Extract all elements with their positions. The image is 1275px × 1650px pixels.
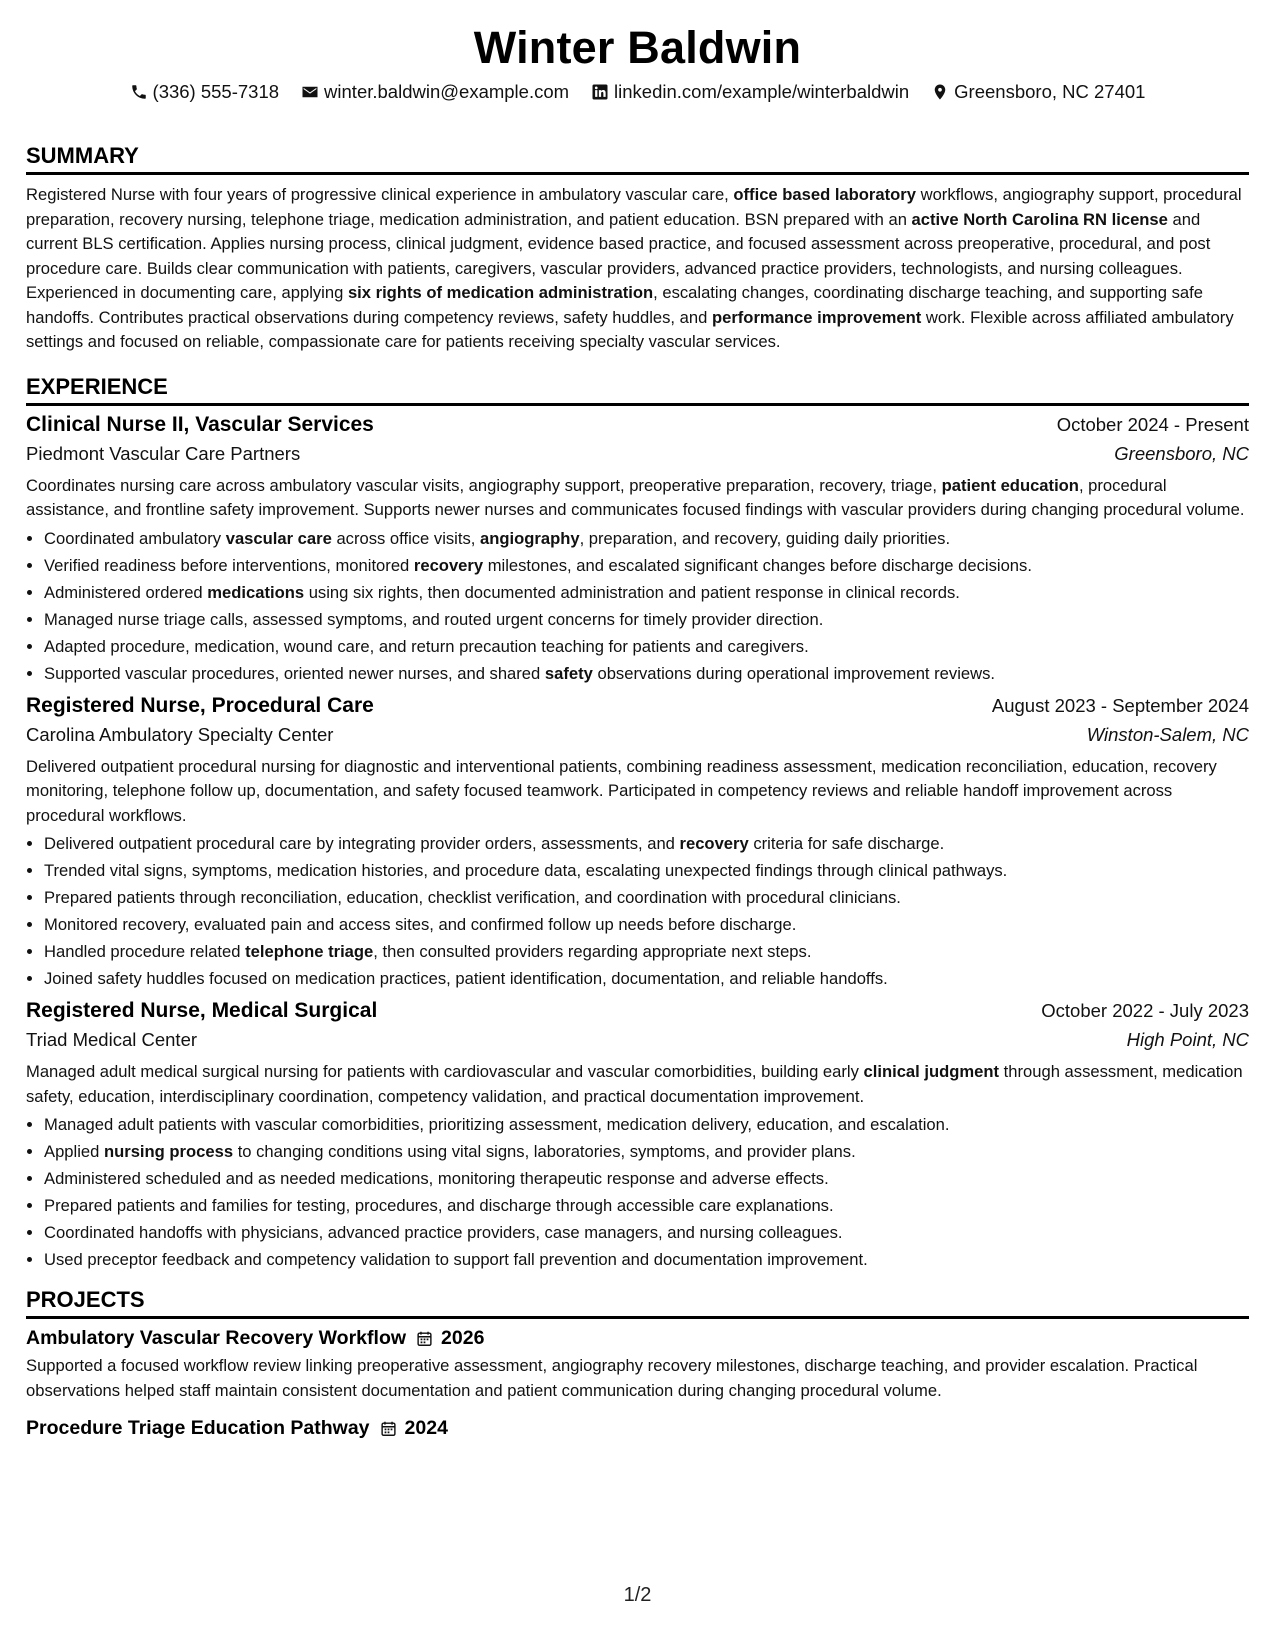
bullet-item	[44, 965, 1249, 992]
text-run: Coordinates nursing care across ambulatory vascular visits, angiography support, preoperative preparation, recovery, triage,	[26, 475, 942, 495]
bold-text: active North Carolina RN license	[911, 209, 1168, 229]
text-run: , procedural assistance, and frontline safety improvement. Supports newer nurses and communicates focused findings with vascular providers during changing procedural volume.	[26, 475, 1245, 519]
text-run: milestones, and escalated significant changes before discharge decisions.	[483, 555, 1032, 575]
bullet-item	[44, 857, 1249, 884]
experience-entry	[26, 413, 1249, 687]
experience-entry	[26, 999, 1249, 1273]
project-title: Ambulatory Vascular Recovery Workflow	[26, 1327, 407, 1349]
text-run: Administered scheduled and as needed medications, monitoring therapeutic response and adverse effects.	[44, 1169, 829, 1188]
job-description	[26, 1060, 1249, 1109]
bold-text: nursing process	[103, 1142, 234, 1161]
text-run: Delivered outpatient procedural nursing for diagnostic and interventional patients, combining readiness assessment, medication reconciliation, education, recovery monitoring, telephone follow up, documentation, and safety focused teamwork. Participated in competency reviews and reliable handoff improvement across procedural workflows.	[26, 756, 1217, 825]
text-run: Registered Nurse with four years of progressive clinical experience in ambulatory vascular care,	[26, 185, 734, 204]
bold-text: clinical judgment	[863, 1062, 1000, 1081]
text-run: , then consulted providers regarding appropriate next steps.	[373, 942, 812, 961]
bullet-item	[44, 579, 1249, 606]
company-name: Carolina Ambulatory Specialty Center	[26, 723, 334, 745]
job-bullets	[26, 830, 1249, 992]
map-pin-icon	[931, 83, 949, 101]
bold-text: patient education	[941, 475, 1079, 495]
bullet-item	[44, 1165, 1249, 1192]
experience-entry	[26, 694, 1249, 993]
job-description	[26, 474, 1249, 523]
bullet-item	[44, 884, 1249, 911]
text-run: Prepared patients and families for testing, procedures, and discharge through accessible care explanations.	[44, 1196, 834, 1215]
job-title: Clinical Nurse II, Vascular Services	[26, 412, 374, 436]
job-location: Winston-Salem, NC	[1086, 723, 1249, 745]
contact-phone[interactable]	[130, 81, 280, 103]
contact-linkedin[interactable]	[591, 81, 909, 103]
bullet-item	[44, 606, 1249, 633]
bullet-item	[44, 525, 1249, 552]
text-run: and current BLS certification. Applies nursing process, clinical judgment, evidence based practice, and focused assessment across preoperative, procedural, and post procedure care. Builds clear communication with patients, caregivers, vascular providers, advanced practice providers, technologists, and nursing colleagues. Experienced in documenting care, applying	[26, 209, 1211, 302]
text-run: to changing conditions using vital signs, laboratories, symptoms, and provider plans.	[233, 1142, 856, 1161]
job-title: Registered Nurse, Medical Surgical	[26, 999, 378, 1022]
text-run: Coordinated handoffs with physicians, advanced practice providers, case managers, and nursing colleagues.	[44, 1223, 843, 1242]
summary-heading: SUMMARY	[26, 143, 1249, 175]
bold-text: medications	[207, 582, 305, 602]
bullet-item	[44, 1138, 1249, 1165]
bold-text: six rights of medication administration	[347, 283, 654, 302]
bold-text: telephone triage	[245, 942, 374, 961]
text-run: , preparation, and recovery, guiding daily priorities.	[579, 528, 951, 548]
phone-text: (336) 555-7318	[152, 81, 280, 102]
calendar-icon	[416, 1330, 433, 1347]
job-location: High Point, NC	[1126, 1029, 1249, 1050]
bold-text: performance improvement	[711, 307, 922, 327]
text-run: Supported vascular procedures, oriented newer nurses, and shared	[44, 663, 545, 683]
bullet-item	[44, 1192, 1249, 1219]
text-run: Managed adult patients with vascular comorbidities, prioritizing assessment, medication delivery, education, and escalation.	[44, 1115, 950, 1134]
project-entry	[26, 1417, 1249, 1440]
project-year: 2024	[404, 1417, 448, 1439]
text-run: Managed adult medical surgical nursing for patients with cardiovascular and vascular comorbidities, building early	[26, 1062, 864, 1081]
job-bullets	[26, 1111, 1249, 1273]
text-run: workflows, angiography support, procedural preparation, recovery nursing, telephone triage, medication administration, and patient education. BSN prepared with an	[26, 185, 1242, 229]
envelope-icon	[301, 83, 319, 101]
text-run: work. Flexible across affiliated ambulatory settings and focused on reliable, compassionate care for patients receiving specialty vascular services.	[26, 307, 1234, 351]
project-description: Supported a focused workflow review linking preoperative assessment, angiography recovery milestones, discharge teaching, and provider escalation. Practical observations helped staff maintain consistent documentation and patient communication during changing procedural volume.	[26, 1356, 1198, 1400]
bullet-item	[44, 1246, 1249, 1273]
text-run: Administered ordered	[44, 582, 208, 602]
contact-email[interactable]	[301, 81, 569, 103]
company-name: Piedmont Vascular Care Partners	[26, 442, 301, 464]
text-run: Verified readiness before interventions, monitored	[44, 555, 414, 575]
job-dates: August 2023 - September 2024	[991, 694, 1249, 716]
bullet-item	[44, 633, 1249, 660]
location-text: Greensboro, NC 27401	[954, 81, 1146, 102]
bullet-item	[44, 911, 1249, 938]
phone-icon	[130, 83, 148, 101]
job-bullets	[26, 525, 1249, 687]
text-run: observations during operational improvement reviews.	[592, 663, 995, 683]
job-location: Greensboro, NC	[1114, 442, 1249, 464]
linkedin-text: linkedin.com/example/winterbaldwin	[614, 81, 910, 102]
bold-text: safety	[544, 663, 593, 683]
resume-page	[26, 0, 1249, 1440]
text-run: Used preceptor feedback and competency validation to support fall prevention and documentation improvement.	[44, 1250, 868, 1269]
text-run: , escalating changes, coordinating discharge teaching, and supporting safe handoffs. Contributes practical observations during competency reviews, safety huddles, and	[26, 283, 1203, 327]
project-entry	[26, 1327, 1249, 1403]
bold-text: angiography	[480, 528, 580, 548]
text-run: Joined safety huddles focused on medication practices, patient identification, documentation, and reliable handoffs.	[44, 969, 888, 988]
text-run: using six rights, then documented administration and patient response in clinical records.	[304, 582, 960, 602]
text-run: Applied	[44, 1142, 104, 1161]
text-run: Managed nurse triage calls, assessed symptoms, and routed urgent concerns for timely provider direction.	[44, 609, 824, 629]
job-description	[26, 755, 1249, 829]
job-dates: October 2024 - Present	[1056, 413, 1249, 435]
bullet-item	[44, 660, 1249, 687]
company-name: Triad Medical Center	[26, 1029, 198, 1050]
bold-text: office based laboratory	[733, 185, 916, 204]
summary-text	[26, 183, 1249, 355]
project-title: Procedure Triage Education Pathway	[26, 1417, 370, 1439]
page-number: 1/2	[623, 1584, 652, 1606]
contact-location	[931, 81, 1145, 103]
text-run: Monitored recovery, evaluated pain and access sites, and confirmed follow up needs before discharge.	[44, 915, 797, 934]
calendar-icon	[380, 1420, 397, 1437]
bold-text: recovery	[413, 555, 484, 575]
bullet-item	[44, 938, 1249, 965]
text-run: Prepared patients through reconciliation, education, checklist verification, and coordination with procedural clinicians.	[44, 888, 901, 907]
bullet-item	[44, 1111, 1249, 1138]
job-title: Registered Nurse, Procedural Care	[26, 693, 374, 717]
experience-heading: EXPERIENCE	[26, 374, 1249, 406]
text-run: Adapted procedure, medication, wound care, and return precaution teaching for patients and caregivers.	[44, 636, 809, 656]
projects-heading: PROJECTS	[26, 1287, 1249, 1319]
bold-text: recovery	[679, 834, 749, 853]
bold-text: vascular care	[225, 528, 332, 548]
bullet-item	[44, 1219, 1249, 1246]
bullet-item	[44, 830, 1249, 857]
email-text: winter.baldwin@example.com	[324, 81, 570, 102]
text-run: across office visits,	[331, 528, 480, 548]
text-run: Delivered outpatient procedural care by integrating provider orders, assessments, and	[44, 834, 680, 853]
text-run: Trended vital signs, symptoms, medication histories, and procedure data, escalating unexpected findings through clinical pathways.	[44, 861, 1008, 880]
job-dates: October 2022 - July 2023	[1041, 1000, 1249, 1021]
candidate-name: Winter Baldwin	[473, 22, 802, 73]
text-run: Coordinated ambulatory	[44, 528, 226, 548]
text-run: through assessment, medication safety, education, interdisciplinary coordination, competency validation, and practical documentation improvement.	[26, 1062, 1243, 1106]
bullet-item	[44, 552, 1249, 579]
contact-bar	[26, 81, 1249, 103]
linkedin-icon	[591, 83, 609, 101]
project-year: 2026	[441, 1327, 485, 1349]
text-run: Handled procedure related	[44, 942, 246, 961]
text-run: criteria for safe discharge.	[748, 834, 945, 853]
